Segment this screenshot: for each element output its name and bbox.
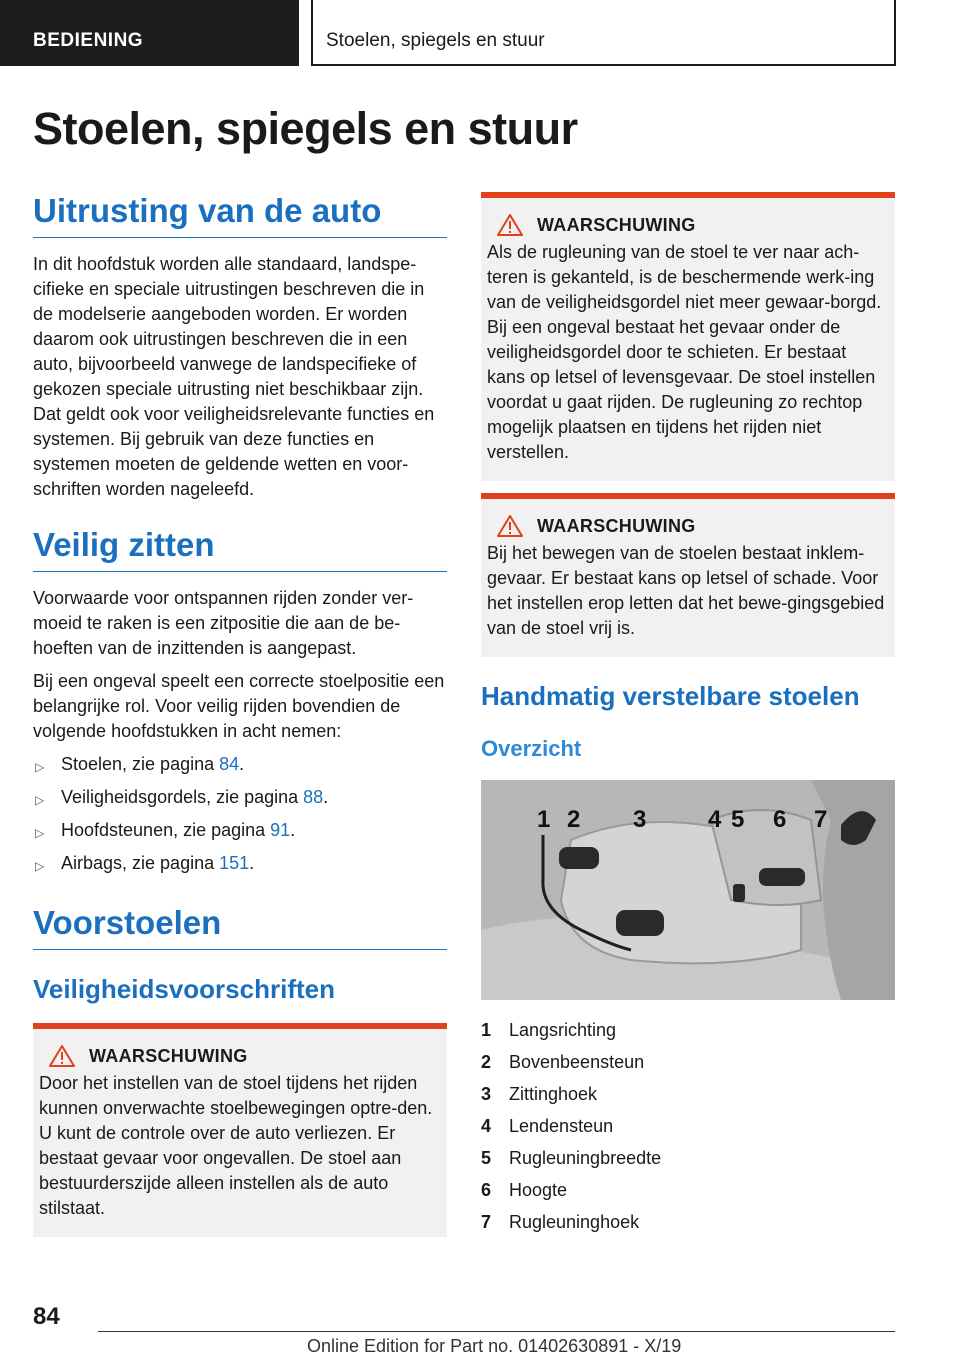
warning-box — [481, 192, 895, 481]
triangle-right-icon: ▷ — [35, 859, 45, 873]
triangle-right-icon: ▷ — [35, 760, 45, 774]
section-title-front-seats: Voorstoelen — [33, 904, 447, 950]
list-item: 6 Hoogte — [481, 1180, 568, 1200]
section-title-manual-seats: Handmatig verstelbare stoelen — [481, 681, 860, 711]
triangle-right-icon: ▷ — [35, 793, 45, 807]
safe-seating-text-2: Bij een ongeval speelt een correcte stoelpositie een belangrijke rol. Voor veilig rijden bovendien de volgende hoofdstukken in acht nemen: — [33, 671, 445, 741]
list-item: ▷ Airbags, zie pagina 151. — [33, 851, 447, 876]
warning-triangle-icon — [497, 515, 523, 537]
list-item: ▷ Stoelen, zie pagina 84. — [33, 752, 447, 777]
warning-title: WAARSCHUWING — [537, 515, 696, 536]
warning-text: Bij het bewegen van de stoelen bestaat inklem-gevaar. Er bestaat kans op letsel of schade. Voor het instellen erop letten dat het bewe-gingsgebied van de stoel vrij is. — [487, 543, 885, 638]
list-item: 3 Zittinghoek — [481, 1084, 598, 1104]
page-link[interactable]: 91 — [270, 820, 291, 840]
warning-triangle-icon — [49, 1045, 75, 1067]
page-header — [0, 0, 960, 66]
figure-label: 1 — [537, 806, 551, 833]
warning-title: WAARSCHUWING — [89, 1045, 248, 1066]
figure-label: 5 — [731, 806, 745, 833]
list-item: 5 Rugleuningbreedte — [481, 1148, 662, 1168]
figure-label: 4 — [708, 806, 722, 833]
section-title-safe-seating: Veilig zitten — [33, 526, 447, 572]
triangle-right-icon: ▷ — [35, 826, 45, 840]
list-item: 7 Rugleuninghoek — [481, 1212, 640, 1232]
reference-list — [33, 752, 447, 876]
equipment-text: In dit hoofdstuk worden alle standaard, landspe-cifieke en speciale uitrustingen beschreven die in de modelserie aangeboden worden. Er worden daarom ook uitrustingen beschreven die in een auto, bijvoorbeeld vanwege de landspecifieke of gekozen speciale uitrusting niet beschikbaar zijn. Dat geldt ook voor veiligheidsrelevante functies en systemen. Bij gebruik van deze functies en systemen moeten de geldende wetten en voor-schriften worden nageleefd. — [33, 254, 435, 499]
warning-title: WAARSCHUWING — [537, 214, 696, 235]
subsection-safety-rules: Veiligheidsvoorschriften — [33, 974, 335, 1004]
page-link[interactable]: 84 — [219, 754, 240, 774]
warning-triangle-icon — [497, 214, 523, 236]
list-item: 2 Bovenbeensteun — [481, 1052, 645, 1072]
footer-edition: Online Edition for Part no. 01402630891 - X/19 — [307, 1336, 682, 1356]
figure-label: 3 — [633, 806, 647, 833]
list-item: ▷ Hoofdsteunen, zie pagina 91. — [33, 818, 447, 843]
header-section: BEDIENING — [0, 0, 299, 66]
page-number: 84 — [33, 1303, 60, 1330]
figure-label: 2 — [567, 806, 581, 833]
safe-seating-text-1: Voorwaarde voor ontspannen rijden zonder ver-moeid te raken is een zitpositie die aan de be-hoeften van de inzittenden is aangepast. — [33, 588, 414, 658]
figure-legend — [481, 1014, 895, 1238]
figure-label: 6 — [773, 806, 787, 833]
warning-box — [33, 1023, 447, 1237]
list-item: 4 Lendensteun — [481, 1116, 614, 1136]
warning-text: Door het instellen van de stoel tijdens het rijden kunnen onverwachte stoelbewegingen optre-den. U kunt de controle over de auto verliezen. Er bestaat gevaar voor ongevallen. De stoel aan bestuurderszijde alleen instellen als de auto stilstaat. — [39, 1073, 433, 1218]
page-link[interactable]: 88 — [303, 787, 324, 807]
section-title-equipment: Uitrusting van de auto — [33, 192, 447, 238]
list-item: 1 Langsrichting — [481, 1020, 617, 1040]
page-title: Stoelen, spiegels en stuur — [33, 103, 578, 154]
figure-label: 7 — [814, 806, 828, 833]
right-column — [481, 192, 895, 1238]
header-chapter: Stoelen, spiegels en stuur — [311, 0, 896, 66]
list-item: ▷ Veiligheidsgordels, zie pagina 88. — [33, 785, 447, 810]
seat-controls-figure — [481, 780, 895, 1000]
warning-text: Als de rugleuning van de stoel te ver naar ach-teren is gekanteld, is de beschermende werk-ing van de veiligheidsgordel niet meer gewaar-borgd. Bij een ongeval bestaat het gevaar onder de veiligheidsgordel door te schieten. Er bestaat kans op letsel of levensgevaar. De stoel instellen voordat u gaat rijden. De rugleuning zo rechtop mogelijk plaatsen en tijdens het rijden niet verstellen. — [487, 242, 882, 462]
page-link[interactable]: 151 — [219, 853, 250, 873]
subsection-overview: Overzicht — [481, 736, 582, 761]
warning-box — [481, 493, 895, 657]
left-column — [33, 192, 447, 1237]
footer-divider — [98, 1331, 895, 1332]
